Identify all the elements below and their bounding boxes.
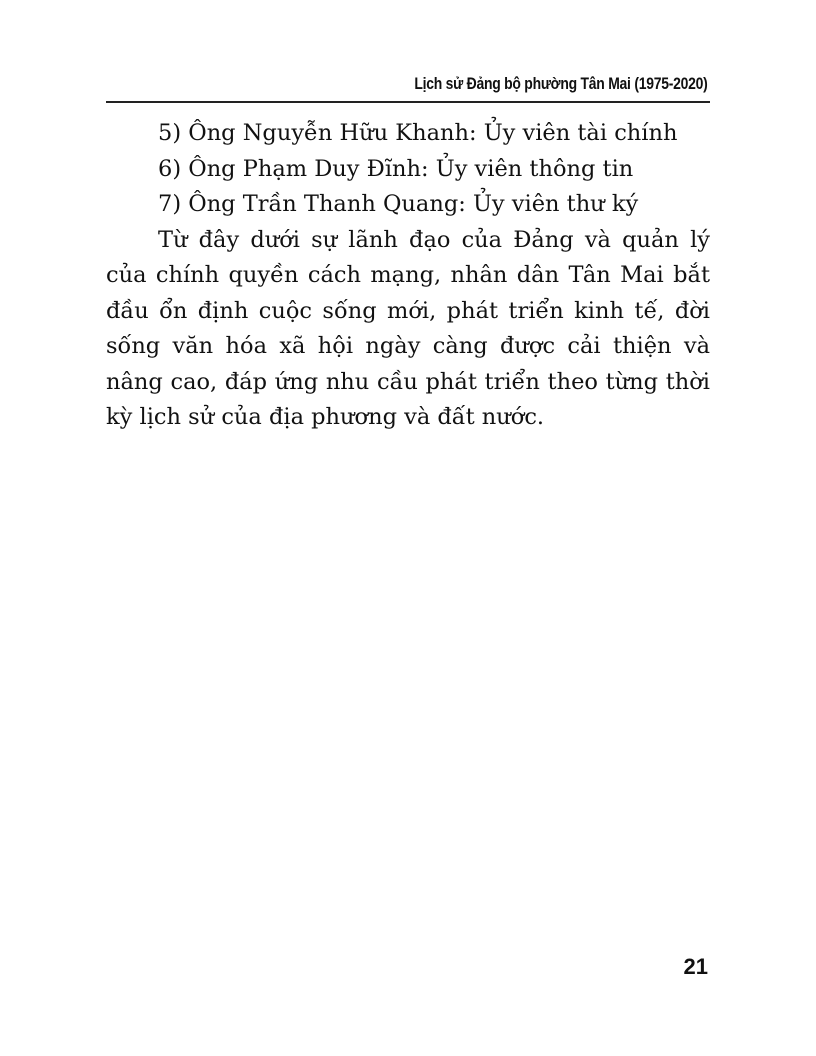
list-item: 7) Ông Trần Thanh Quang: Ủy viên thư ký: [158, 191, 639, 217]
running-header: Lịch sử Đảng bộ phường Tân Mai (1975-2020): [414, 74, 708, 93]
page-number: 21: [683, 954, 708, 979]
list-item: 6) Ông Phạm Duy Đĩnh: Ủy viên thông tin: [158, 155, 634, 182]
page-body: [106, 116, 710, 436]
header-rule: [106, 101, 710, 103]
list-item: 5) Ông Nguyễn Hữu Khanh: Ủy viên tài chính: [158, 120, 678, 146]
body-paragraph: Từ đây dưới sự lãnh đạo của Đảng và quản lý của chính quyền cách mạng, nhân dân Tân Mai bắt đầu ổn định cuộc sống mới, phát triển kinh tế, đời sống văn hóa xã hội ngày càng được cải thiện và nâng cao, đáp ứng nhu cầu phát triển theo từng thời kỳ lịch sử của địa phương và đất nước.: [106, 226, 710, 430]
